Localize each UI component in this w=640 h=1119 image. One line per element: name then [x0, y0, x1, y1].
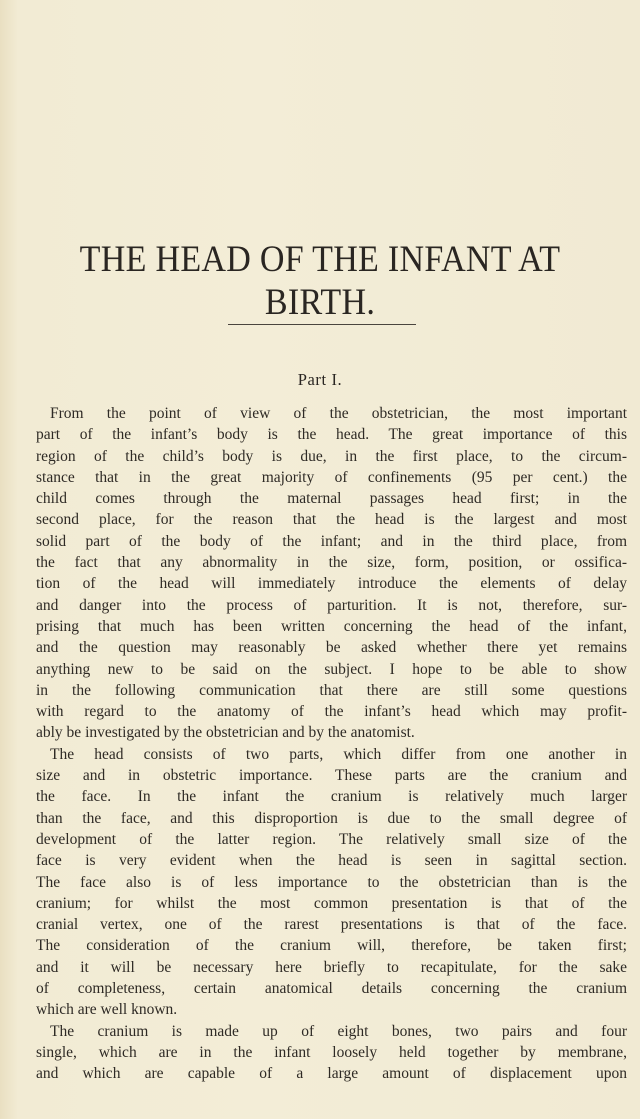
text-line: cranial vertex, one of the rarest presentations is that of the face.	[36, 916, 627, 934]
text-line: the fact that any abnormality in the size, form, position, or ossifica-	[36, 554, 627, 572]
text-line: The cranium is made up of eight bones, two pairs and four	[50, 1022, 627, 1040]
text-line: ably be investigated by the obstetrician and by the anatomist.	[36, 724, 415, 742]
text-line: which are well known.	[36, 1001, 178, 1019]
text-line: prising that much has been written concerning the head of the infant,	[36, 617, 627, 635]
paragraph	[36, 744, 627, 1021]
text-line: and which are capable of a large amount of displacement upon	[36, 1065, 627, 1083]
text-line: and it will be necessary here briefly to recapitulate, for the sake	[36, 958, 627, 976]
text-line: than the face, and this disproportion is due to the small degree of	[36, 809, 627, 827]
text-line: anything new to be said on the subject. I hope to be able to show	[36, 660, 627, 678]
text-line: and danger into the process of parturition. It is not, therefore, sur-	[36, 596, 627, 614]
chapter-title: THE HEAD OF THE INFANT AT BIRTH.	[79, 239, 561, 323]
text-line: part of the infant’s body is the head. The great importance of this	[36, 426, 627, 444]
title-divider-rule	[228, 324, 416, 325]
text-line: tion of the head will immediately introduce the elements of delay	[36, 575, 627, 593]
text-line: The head consists of two parts, which differ from one another in	[50, 745, 627, 763]
text-line: stance that in the great majority of confinements (95 per cent.) the	[36, 468, 627, 486]
text-line: solid part of the body of the infant; and in the third place, from	[36, 532, 627, 550]
text-line: The face also is of less importance to the obstetrician than is the	[36, 873, 627, 891]
text-line: in the following communication that there are still some questions	[36, 681, 627, 699]
text-line: size and in obstetric importance. These parts are the cranium and	[36, 767, 627, 785]
text-line: From the point of view of the obstetrician, the most important	[50, 405, 627, 422]
text-line: The consideration of the cranium will, therefore, be taken first;	[36, 937, 627, 955]
text-line: of completeness, certain anatomical details concerning the cranium	[36, 980, 627, 998]
text-line: with regard to the anatomy of the infant’s head which may profit-	[36, 703, 627, 721]
text-line: and the question may reasonably be asked whether there yet remains	[36, 639, 627, 657]
text-line: child comes through the maternal passages head first; in the	[36, 490, 627, 508]
body-text	[36, 403, 627, 1085]
text-line: region of the child’s body is due, in the first place, to the circum-	[36, 447, 627, 465]
text-line: second place, for the reason that the head is the largest and most	[36, 511, 627, 529]
part-heading: Part I.	[297, 370, 343, 389]
paragraph	[36, 1021, 627, 1085]
text-line: face is very evident when the head is seen in sagittal section.	[36, 852, 627, 870]
paragraph	[36, 403, 627, 744]
text-line: development of the latter region. The relatively small size of the	[36, 830, 627, 848]
text-line: single, which are in the infant loosely held together by membrane,	[36, 1043, 627, 1061]
text-line: the face. In the infant the cranium is relatively much larger	[36, 788, 627, 806]
text-line: cranium; for whilst the most common presentation is that of the	[36, 894, 627, 912]
